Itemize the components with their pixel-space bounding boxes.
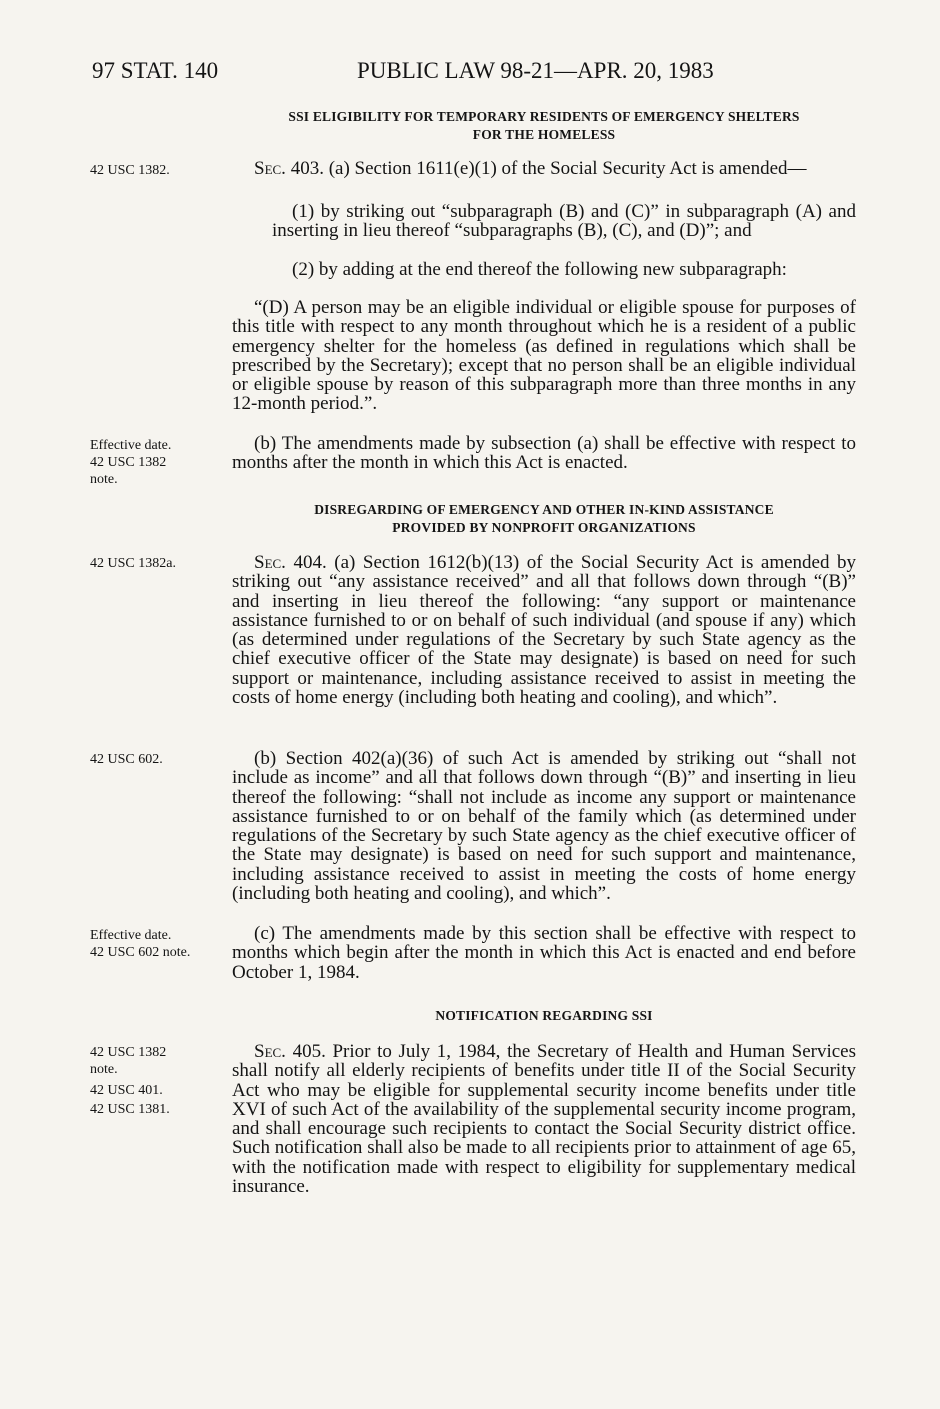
effective-date-cite: 42 USC 602 note. <box>90 945 191 960</box>
page-header <box>92 58 852 94</box>
section-403-heading-line-2: FOR THE HOMELESS <box>472 127 616 142</box>
section-404-b: (b) Section 402(a)(36) of such Act is amended by striking out “shall not include as income” and all that follows down through “(B)” and inserting in lieu thereof the following: “shall not include as income any support or maintenance assistance furnished to or on behalf of the family which (as determined under regulations of the Secretary by such State agency as the chief executive officer of the State may designate) is based on need for such support and maintenance, including assistance received to assist in meeting the costs of home energy (including both heating and cooling), and which”. <box>232 748 856 905</box>
margin-note-42-usc-1382: 42 USC 1382. <box>90 163 170 178</box>
section-405-text <box>232 1042 856 1196</box>
margin-note-note: note. <box>90 1062 118 1077</box>
section-405-heading: NOTIFICATION REGARDING SSI <box>435 1008 653 1023</box>
section-403-heading-line-1: SSI ELIGIBILITY FOR TEMPORARY RESIDENTS OF EMERGENCY SHELTERS <box>288 109 800 124</box>
section-403-intro-text: 403. (a) Section 1611(e)(1) of the Social Security Act is amended— <box>290 158 807 179</box>
effective-date-note: note. <box>90 472 118 487</box>
stat-page-number: 97 STAT. 140 <box>92 58 219 83</box>
margin-note-42-usc-1382a: 42 USC 1382a. <box>90 556 176 571</box>
section-404-heading <box>232 501 856 537</box>
effective-date-label: Effective date. <box>90 438 172 453</box>
margin-note-42-usc-602: 42 USC 602. <box>90 752 163 767</box>
margin-note-42-usc-1382: 42 USC 1382 <box>90 1045 167 1060</box>
section-404-heading-line-1: DISREGARDING OF EMERGENCY AND OTHER IN-KIND ASSISTANCE <box>314 502 774 517</box>
section-404-a-text: 404. (a) Section 1612(b)(13) of the Social Security Act is amended by striking out “any assistance received” and all that follows down through “(B)” and inserting in lieu thereof the following: “any support or maintenance assistance furnished to or on behalf of such individual (and spouse if any) which (as determined under regulations of the Secretary by such State agency as the chief executive officer of the State may designate) is based on need for such support or maintenance, including assistance received to assist in meeting the costs of home energy (including both heating and cooling), and which”. <box>232 552 857 709</box>
section-403-item-2: (2) by adding at the end thereof the following new subparagraph: <box>292 259 787 280</box>
margin-notes-section-405 <box>90 1044 220 1118</box>
page-title: PUBLIC LAW 98-21—APR. 20, 1983 <box>357 58 714 83</box>
margin-note-42-usc-1381: 42 USC 1381. <box>90 1102 170 1117</box>
sec-label: Sec. <box>254 158 286 179</box>
section-404-a <box>232 553 856 707</box>
section-403-b: (b) The amendments made by subsection (a) shall be effective with respect to months after the month in which this Act is enacted. <box>232 433 856 474</box>
section-403-quoted-subparagraph: “(D) A person may be an eligible individual or eligible spouse for purposes of this title with respect to any month throughout which he is a resident of a public emergency shelter for the homeless (as defined in regulations which shall be prescribed by the Secretary); except that no person shall be an eligible individual or eligible spouse by reason of this subparagraph more than three months in any 12-month period.”. <box>232 297 856 415</box>
effective-date-cite: 42 USC 1382 <box>90 455 167 470</box>
sec-label: Sec. <box>254 1041 286 1062</box>
effective-date-label: Effective date. <box>90 928 172 943</box>
section-404-heading-line-2: PROVIDED BY NONPROFIT ORGANIZATIONS <box>392 520 696 535</box>
sec-label: Sec. <box>254 552 286 573</box>
margin-note-effective-date-2 <box>90 927 230 961</box>
margin-note-42-usc-401: 42 USC 401. <box>90 1083 163 1098</box>
section-405-body: 405. Prior to July 1, 1984, the Secretary of Health and Human Services shall notify all elderly recipients of benefits under title II of the Social Security Act who may be eligible for supplemental security income benefits under title XVI of such Act of the availability of the supplemental security income program, and shall encourage such recipients to contact the Social Security district office. Such notification shall also be made to all recipients prior to attainment of age 65, with the notification made with respect to eligibility for supplementary medical insurance. <box>232 1041 857 1198</box>
section-403-heading <box>232 108 856 144</box>
section-404-c: (c) The amendments made by this section shall be effective with respect to months which begin after the month in which this Act is enacted and end before October 1, 1984. <box>232 923 856 983</box>
section-403-intro <box>232 159 856 178</box>
margin-note-effective-date-1 <box>90 437 220 488</box>
section-403-item-1: (1) by striking out “subparagraph (B) and (C)” in subparagraph (A) and inserting in lieu thereof “subparagraphs (B), (C), and (D)”; and <box>272 201 856 242</box>
